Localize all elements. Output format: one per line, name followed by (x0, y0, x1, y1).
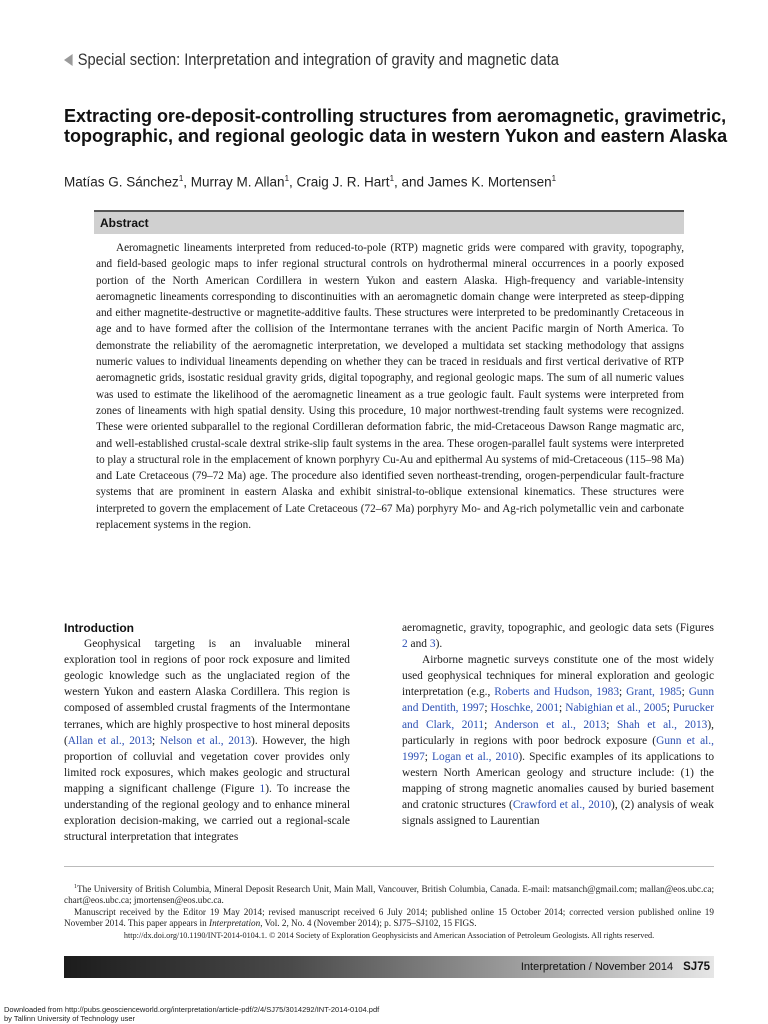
paragraph-text: ; (424, 750, 433, 763)
paragraph-text: ). However, the high proportion of colluvial and vegetation cover provides only limited rock exposures, which makes geologic and structural mapping a significant challenge (Figure (64, 734, 350, 795)
doi-copyright: http://dx.doi.org/10.1190/INT-2014-0104.1. © 2014 Society of Exploration Geophysicists and American Association of Petroleum Geologists. All rights reserved. (123, 931, 655, 941)
paragraph-text: ; (484, 702, 491, 715)
abstract-heading: Abstract (94, 210, 684, 234)
citation-link[interactable]: Gunn et al., 1997 (402, 734, 714, 763)
author-affiliation-marker: 1 (284, 174, 290, 183)
citation-link[interactable]: Gunn and Dentith, 1997 (402, 686, 715, 715)
paragraph-text: ; (559, 702, 566, 715)
paragraph-text: ; (484, 718, 495, 731)
paragraph-text: ), particularly in regions with poor bedrock exposure ( (402, 718, 715, 747)
footnote-divider (64, 866, 714, 867)
citation-link[interactable]: Allan et al., 2013 (67, 734, 153, 747)
citation-link[interactable]: Logan et al., 2010 (432, 750, 519, 763)
section-header (64, 50, 559, 70)
intro-paragraph-2 (402, 652, 714, 829)
author-separator: , (289, 174, 297, 190)
intro-paragraph-1 (64, 636, 350, 845)
paragraph-text: ). To increase the understanding of the regional geology and to enhance mineral exploration decision-making, we carried out a regional-scale structural interpretation that integrates (64, 782, 350, 844)
author-name: Craig J. R. Hart (296, 174, 390, 190)
right-column (402, 620, 714, 829)
paragraph-text: and (407, 638, 430, 651)
citation-link[interactable]: Nelson et al., 2013 (159, 734, 252, 747)
paragraph-text: ; (606, 718, 617, 731)
paragraph-text: Airborne magnetic surveys constitute one of the most widely used geophysical techniques for mineral exploration and geologic interpretation (e.g., (402, 654, 714, 699)
footnotes (64, 882, 714, 942)
affiliation-footnote (64, 882, 714, 907)
author-name: James K. Mortensen (427, 174, 552, 190)
footer-journal: Interpretation / November 2014 (520, 961, 674, 973)
journal-name: Interpretation (209, 917, 261, 928)
author-affiliation-marker: 1 (389, 174, 395, 183)
footer-page-number: SJ75 (683, 961, 710, 973)
download-user: by Tallinn University of Technology user (4, 1014, 136, 1023)
paper-title: Extracting ore-deposit-controlling structures from aeromagnetic, gravimetric, topographic, and regional geologic data in western Yukon and eastern Alaska (64, 106, 728, 146)
author-affiliation-marker: 1 (551, 174, 557, 183)
author-separator: , and (394, 174, 428, 190)
paragraph-text: ; (681, 686, 689, 699)
abstract-box (94, 210, 684, 533)
citation-link[interactable]: 1 (259, 782, 266, 795)
paragraph-text: aeromagnetic, gravity, topographic, and geologic data sets (Figures (402, 622, 714, 634)
citation-link[interactable]: Crawford et al., 2010 (512, 799, 612, 812)
author-list (64, 174, 764, 190)
abstract-text: Aeromagnetic lineaments interpreted from reduced-to-pole (RTP) magnetic grids were compared with gravity, topography, and field-based geologic maps to infer regional structural controls on hydrothermal mineral occurrences in a poorly exposed portion of the North American Cordillera in western Yukon and eastern Alaska. High-frequency and variable-intensity aeromagnetic lineaments corresponding to discontinuities with an aeromagnetic domain change were interpreted as steep-dipping and either magnetite-destructive or magnetite-additive faults. These structures were interpreted to be predominantly Cretaceous in age and to have formed after the collision of the Intermontane terranes with the ancient Pacific margin of North America. To demonstrate the reliability of the aeromagnetic interpretation, we developed a multidata set stacking methodology that assigns numeric values to individual lineaments depending on whether they can be traced in residuals and first vertical derivative of RTP aeromagnetic grids, isostatic residual gravity grids, digital topography, and regional geologic maps. The sum of all numeric values was used to estimate the likelihood of the aeromagnetic lineament as a true geologic fault. Fault systems were interpreted from zones of lineaments with high spatial density. Using this procedure, 10 major northwest-trending fault systems were recognized. These were oriented subparallel to the regional Cordilleran deformation fabric, the mid-Cretaceous Dawson Range magmatic arc, and well-established crustal-scale dextral strike-slip fault systems in the area. These orogen-parallel fault systems were interpreted to play a structural role in the emplacement of known porphyry Cu-Au and epithermal Au systems of mid-Cretaceous (115–98 Ma) and Late Cretaceous (79–72 Ma) age. The procedure also identified seven northeast-trending, orogen-perpendicular fault-fracture systems that are prominent in eastern Alaska and exhibit sinistral-to-oblique extensional kinematics. These structures were interpreted to govern the emplacement of Late Cretaceous (72–67 Ma) porphyry Mo- and Ag-rich polymetallic vein and carbonate replacement systems in the region. (96, 242, 684, 532)
author-name: Murray M. Allan (190, 174, 285, 190)
citation-link[interactable]: Roberts and Hudson, 1983 (494, 686, 620, 699)
paragraph-text: ; (666, 702, 673, 715)
affiliation-text: The University of British Columbia, Mineral Deposit Research Unit, Main Mall, Vancouver, British Columbia, Canada. E-mail: matsanch@gmail.com; mallan@eos.ubc.ca; chart@eos.ubc.ca; jmortensen@eos.ubc.ca. (64, 884, 714, 906)
paragraph-text: ; (619, 686, 627, 699)
citation-link[interactable]: Hoschke, 2001 (490, 702, 560, 715)
footer-bar (64, 956, 714, 978)
citation-link[interactable]: 3 (429, 638, 436, 651)
citation-link[interactable]: 2 (402, 638, 408, 651)
author-affiliation-marker: 1 (178, 174, 184, 183)
paragraph-text: ). Specific examples of its applications to western North American geology and structure include: (1) the mapping of strong magnetic anomalies caused by buried basement and cratonic structures ( (402, 750, 715, 812)
footnote-marker: 1 (74, 884, 77, 890)
paragraph-text: ). (435, 638, 443, 651)
manuscript-text: Manuscript received by the Editor 19 May 2014; revised manuscript received 6 July 2014; published online 15 October 2014; corrected version published online 19 November 2014. This paper appears in (64, 906, 714, 928)
download-url[interactable]: Downloaded from http://pubs.geoscienceworld.org/interpretation/article-pdf/2/4/SJ75/3014292/INT-2014-0104.pdf (4, 1005, 380, 1014)
citation-link[interactable]: Grant, 1985 (626, 686, 682, 699)
paragraph-text: ), (2) analysis of weak signals assigned to Laurentian (402, 799, 714, 828)
paragraph-text: ; (152, 734, 160, 747)
introduction-heading: Introduction (64, 621, 134, 635)
manuscript-text-end: , Vol. 2, No. 4 (November 2014); p. SJ75–SJ102, 15 FIGS. (260, 917, 477, 928)
section-header-text: Special section: Interpretation and integration of gravity and magnetic data (77, 50, 559, 69)
intro-paragraph-continued (402, 620, 714, 652)
left-column (64, 620, 350, 845)
author-name: Matías G. Sánchez (64, 174, 179, 190)
manuscript-history (64, 907, 714, 930)
citation-link[interactable]: Anderson et al., 2013 (494, 718, 607, 731)
citation-link[interactable]: Shah et al., 2013 (616, 718, 708, 731)
back-triangle-icon[interactable] (64, 54, 73, 66)
citation-link[interactable]: Nabighian et al., 2005 (565, 702, 667, 715)
paragraph-text: Geophysical targeting is an invaluable mineral exploration tool in regions of poor rock exposure and limited geologic knowledge such as the unglaciated region of the western Yukon and eastern Alaska Cordillera. This region is composed of assembled crustal fragments of the Intermontane terranes, which are highly prospective to host mineral deposits ( (64, 638, 350, 747)
author-separator: , (183, 174, 191, 190)
download-notice (4, 1005, 379, 1023)
citation-link[interactable]: Purucker and Clark, 2011 (402, 702, 715, 731)
